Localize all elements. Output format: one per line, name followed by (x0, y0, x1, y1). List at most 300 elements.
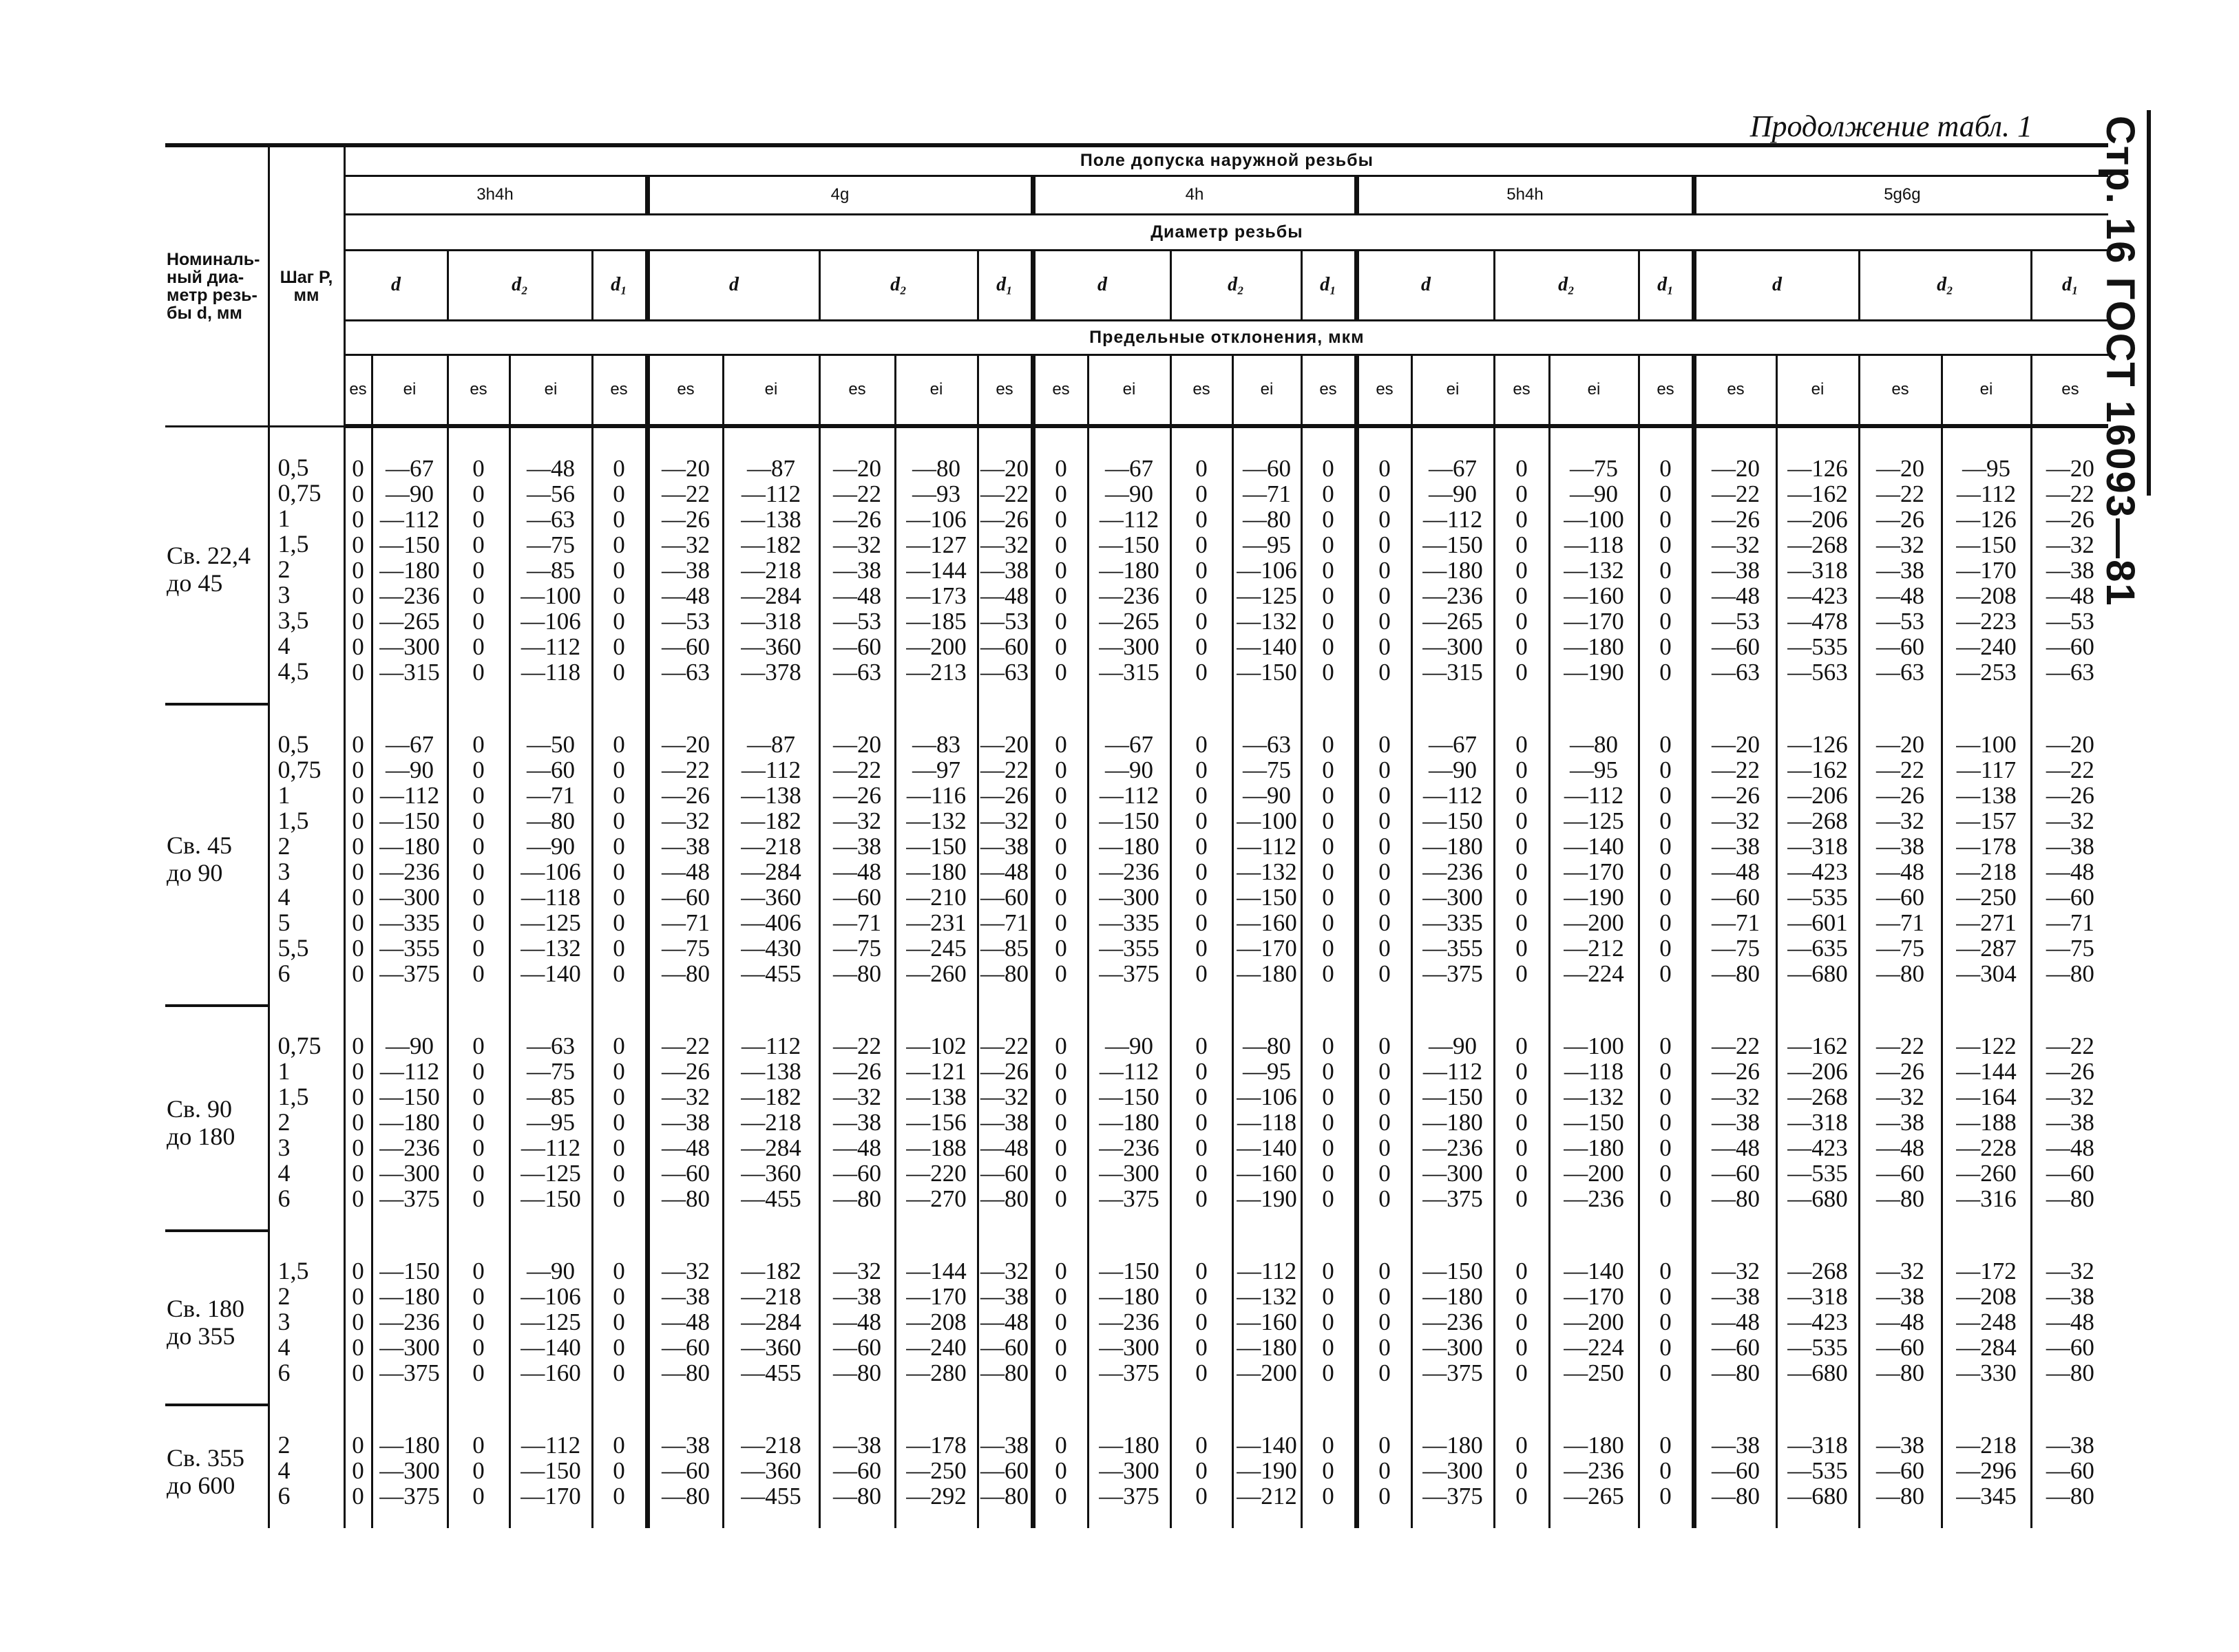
deviation-value: —95 (1243, 1058, 1291, 1085)
deviation-value: —71 (1876, 909, 1924, 936)
deviation-value: 0 (613, 659, 625, 686)
deviation-column-cell (1088, 704, 1170, 1006)
deviation-value: 0 (1515, 1258, 1528, 1284)
deviation-value: 0 (613, 909, 625, 936)
deviation-value: 0 (472, 633, 485, 660)
deviation-value: —188 (906, 1134, 967, 1161)
deviation-value: —48 (833, 582, 881, 609)
deviation-value: —300 (1099, 1160, 1159, 1187)
deviation-value: —38 (2046, 557, 2094, 584)
deviation-value: —300 (1099, 884, 1159, 911)
deviation-value: —535 (1787, 884, 1848, 911)
deviation-value: 0 (613, 1283, 625, 1310)
deviation-value: —180 (1237, 960, 1297, 987)
deviation-value: —71 (1712, 909, 1760, 936)
deviation-value: —150 (1099, 1083, 1159, 1110)
deviation-column-cell (1356, 426, 1411, 704)
deviation-value: 0 (613, 807, 625, 834)
deviation-value: —284 (741, 582, 801, 609)
deviation-value: —236 (1422, 1134, 1483, 1161)
deviation-value: —67 (386, 455, 434, 482)
deviation-value: —535 (1787, 1160, 1848, 1187)
deviation-value: 0 (1195, 1359, 1208, 1386)
deviation-value: —360 (741, 1334, 801, 1361)
deviation-value: —60 (980, 1334, 1029, 1361)
deviation-value: —218 (741, 557, 801, 584)
pitch-value: 0,75 (277, 478, 322, 507)
diameter-d2-header: d₂ (1494, 250, 1639, 320)
deviation-value: —48 (2046, 858, 2094, 885)
deviation-value: —300 (379, 884, 440, 911)
pitch-value: 4 (277, 1159, 291, 1187)
deviation-value: —190 (1237, 1457, 1297, 1484)
deviation-value: 0 (1659, 608, 1672, 635)
deviation-value: —80 (1876, 960, 1924, 987)
diameter-group-row (165, 1405, 2108, 1528)
deviation-value: —224 (1564, 1334, 1624, 1361)
deviation-value: —95 (1570, 756, 1618, 783)
deviation-column-cell (509, 1006, 592, 1231)
deviation-value: 0 (1055, 1160, 1067, 1187)
deviation-value: —53 (980, 608, 1029, 635)
nominal-diameter-cell: Св. 90 до 180 (165, 1006, 269, 1231)
deviation-value: 0 (1322, 1032, 1334, 1059)
deviation-value: —335 (1099, 909, 1159, 936)
deviation-value: —140 (521, 1334, 581, 1361)
deviation-value: 0 (1322, 582, 1334, 609)
deviation-value: 0 (352, 1334, 364, 1361)
deviation-column-cell (819, 426, 895, 704)
deviation-value: —138 (741, 1058, 801, 1085)
deviation-value: 0 (472, 1457, 485, 1484)
deviation-value: —100 (1564, 506, 1624, 533)
deviation-value: —90 (1105, 480, 1153, 507)
deviation-column-cell (372, 1231, 448, 1405)
deviation-column-cell (1170, 1405, 1232, 1528)
deviation-value: —138 (741, 782, 801, 809)
deviation-value: —32 (980, 1083, 1029, 1110)
diameter-group-row (165, 1231, 2108, 1405)
deviation-column-cell (592, 704, 647, 1006)
deviation-value: —680 (1787, 1359, 1848, 1386)
deviation-value: —236 (379, 1309, 440, 1335)
deviation-value: —212 (1564, 935, 1624, 962)
pitch-value: 3 (277, 858, 291, 885)
deviation-column-cell (448, 426, 509, 704)
deviation-value: —126 (1787, 455, 1848, 482)
deviation-value: —48 (2046, 1134, 2094, 1161)
deviation-value: 0 (352, 1109, 364, 1136)
deviation-value: —132 (1237, 858, 1297, 885)
deviation-value: —248 (1956, 1309, 2017, 1335)
deviation-value: —32 (1876, 531, 1924, 558)
deviation-value: —170 (1564, 858, 1624, 885)
deviation-value: —218 (741, 1432, 801, 1459)
deviation-value: 0 (1195, 506, 1208, 533)
deviation-value: 0 (1659, 1083, 1672, 1110)
deviation-value: —132 (1564, 1083, 1624, 1110)
deviation-column-cell (723, 704, 819, 1006)
deviation-value: —212 (1237, 1483, 1297, 1510)
deviation-value: —26 (1876, 506, 1924, 533)
deviation-value: 0 (1195, 1483, 1208, 1510)
deviation-value: —335 (1422, 909, 1483, 936)
nominal-diameter-cell: Св. 180 до 355 (165, 1231, 269, 1405)
deviation-value: —300 (1099, 633, 1159, 660)
pitch-value: 2 (277, 1431, 291, 1459)
deviation-value: 0 (352, 1359, 364, 1386)
deviation-value: —132 (1564, 557, 1624, 584)
deviation-value: 0 (1378, 1032, 1391, 1059)
deviation-value: 0 (472, 1432, 485, 1459)
deviation-value: —106 (521, 1283, 581, 1310)
deviation-value: —90 (386, 1032, 434, 1059)
deviation-value: 0 (1322, 1309, 1334, 1335)
deviation-column-cell (592, 426, 647, 704)
deviation-value: —80 (1712, 960, 1760, 987)
deviation-value: —182 (741, 807, 801, 834)
deviation-value: —75 (1876, 935, 1924, 962)
deviation-value: —318 (1787, 1109, 1848, 1136)
deviation-value: —48 (2046, 1309, 2094, 1335)
deviation-value: 0 (1195, 731, 1208, 758)
deviation-value: —95 (1962, 455, 2010, 482)
deviation-value: 0 (1195, 1058, 1208, 1085)
deviation-value: 0 (1055, 1109, 1067, 1136)
deviation-value: 0 (1055, 1134, 1067, 1161)
deviation-column-cell (647, 1405, 723, 1528)
deviation-value: 0 (352, 960, 364, 987)
deviation-value: 0 (1659, 909, 1672, 936)
deviation-value: —287 (1956, 935, 2017, 962)
deviation-value: —150 (1237, 659, 1297, 686)
deviation-value: —125 (521, 1309, 581, 1335)
deviation-value: 0 (472, 1309, 485, 1335)
deviation-column-cell (1301, 1006, 1356, 1231)
deviation-value: —150 (521, 1457, 581, 1484)
pitch-cell (269, 704, 344, 1006)
page-side-title: Стр. 16 ГОСТ 16093—81 (2098, 116, 2143, 607)
deviation-value: —48 (980, 858, 1029, 885)
deviation-value: —60 (833, 1457, 881, 1484)
deviation-column-cell (1942, 704, 2031, 1006)
deviation-value: —162 (1787, 480, 1848, 507)
deviation-value: 0 (1515, 480, 1528, 507)
deviation-value: —300 (379, 1160, 440, 1187)
deviation-value: —38 (662, 1283, 710, 1310)
deviation-value: —80 (662, 960, 710, 987)
deviation-value: —140 (1564, 1258, 1624, 1284)
deviation-value: —75 (833, 935, 881, 962)
deviation-column-cell (1033, 426, 1088, 704)
deviation-value: 0 (1378, 1483, 1391, 1510)
deviation-value: —185 (906, 608, 967, 635)
deviation-value: —180 (1422, 1432, 1483, 1459)
deviation-value: —67 (386, 731, 434, 758)
deviation-value: 0 (1378, 608, 1391, 635)
deviation-value: —48 (833, 1309, 881, 1335)
deviation-value: 0 (613, 1258, 625, 1284)
diameter-group-row (165, 1006, 2108, 1231)
deviation-column-cell (1494, 704, 1549, 1006)
deviation-value: 0 (1055, 531, 1067, 558)
deviation-column-cell (1301, 1231, 1356, 1405)
deviation-value: —170 (906, 1283, 967, 1310)
deviation-value: —268 (1787, 807, 1848, 834)
deviation-value: —200 (906, 633, 967, 660)
deviation-column-cell (1088, 426, 1170, 704)
deviation-value: —60 (2046, 1334, 2094, 1361)
deviation-value: —60 (527, 756, 575, 783)
deviation-code-header: ei (1549, 354, 1639, 426)
deviation-column-cell (1033, 704, 1088, 1006)
deviation-value: —22 (662, 756, 710, 783)
deviation-column-cell (372, 1405, 448, 1528)
deviation-value: —38 (662, 1432, 710, 1459)
deviation-value: 0 (472, 1258, 485, 1284)
deviation-value: —38 (833, 1283, 881, 1310)
deviation-value: —48 (1876, 582, 1924, 609)
deviation-value: —87 (747, 455, 795, 482)
deviation-value: —38 (662, 1109, 710, 1136)
deviation-value: —38 (662, 557, 710, 584)
deviation-value: —375 (1099, 1359, 1159, 1386)
deviation-value: 0 (1195, 557, 1208, 584)
deviation-value: 0 (1378, 960, 1391, 987)
deviation-value: 0 (1195, 1032, 1208, 1059)
deviation-value: —22 (1712, 480, 1760, 507)
deviation-value: 0 (1055, 1283, 1067, 1310)
deviation-value: —20 (662, 455, 710, 482)
deviation-value: 0 (352, 455, 364, 482)
deviation-value: —160 (1564, 582, 1624, 609)
deviation-value: —236 (1099, 1309, 1159, 1335)
deviation-value: 0 (1659, 1457, 1672, 1484)
deviation-value: —218 (741, 1109, 801, 1136)
deviation-value: —150 (1422, 1083, 1483, 1110)
deviation-column-cell (1549, 1231, 1639, 1405)
deviation-value: 0 (1515, 659, 1528, 686)
deviation-value: —213 (906, 659, 967, 686)
nominal-diameter-cell: Св. 22,4 до 45 (167, 541, 251, 597)
deviation-value: 0 (472, 1334, 485, 1361)
deviation-value: —330 (1956, 1359, 2017, 1386)
deviation-value: —260 (906, 960, 967, 987)
deviation-value: 0 (472, 833, 485, 860)
deviation-value: —26 (980, 1058, 1029, 1085)
deviation-value: 0 (1055, 659, 1067, 686)
deviation-value: 0 (1055, 1032, 1067, 1059)
deviation-column-cell (1639, 1006, 1694, 1231)
deviation-value: —85 (980, 935, 1029, 962)
deviation-value: —112 (379, 782, 440, 809)
deviation-value: 0 (1322, 833, 1334, 860)
deviation-value: —32 (833, 807, 881, 834)
deviation-value: —38 (1876, 557, 1924, 584)
deviation-column-cell (448, 704, 509, 1006)
deviation-value: 0 (1515, 1432, 1528, 1459)
deviation-value: 0 (613, 480, 625, 507)
deviation-value: —236 (1422, 582, 1483, 609)
deviation-value: —63 (980, 659, 1029, 686)
deviation-value: —125 (521, 1160, 581, 1187)
deviation-value: —60 (980, 1457, 1029, 1484)
deviation-value: —160 (1237, 909, 1297, 936)
deviation-value: 0 (352, 1483, 364, 1510)
deviation-value: —38 (2046, 1283, 2094, 1310)
deviation-value: —26 (1876, 782, 1924, 809)
deviation-value: —455 (741, 1359, 801, 1386)
deviation-value: —90 (386, 756, 434, 783)
deviation-value: 0 (352, 1134, 364, 1161)
deviation-column-cell (1356, 1405, 1411, 1528)
deviation-column-cell (978, 1006, 1033, 1231)
tolerance-field-header: Поле допуска наружной резьбы (344, 145, 2108, 176)
deviation-value: —63 (1876, 659, 1924, 686)
deviation-value: —32 (662, 807, 710, 834)
deviation-value: —180 (379, 1432, 440, 1459)
deviation-value: —125 (1237, 582, 1297, 609)
deviation-value: —208 (1956, 582, 2017, 609)
nominal-diameter-header: Номиналь- ный диа- метр резь- бы d, мм (165, 145, 269, 426)
deviation-value: —20 (1876, 455, 1924, 482)
deviation-column-cell (1549, 704, 1639, 1006)
deviation-value: —75 (527, 1058, 575, 1085)
deviation-code-header: es (448, 354, 509, 426)
deviation-column-cell (2031, 426, 2108, 704)
deviation-value: 0 (1322, 557, 1334, 584)
deviation-value: —118 (1237, 1109, 1297, 1136)
deviation-value: 0 (1378, 531, 1391, 558)
deviation-value: —22 (833, 756, 881, 783)
deviation-column-cell (1549, 426, 1639, 704)
deviation-value: —150 (379, 531, 440, 558)
pitch-value: 1,5 (277, 1083, 309, 1110)
deviation-value: 0 (352, 807, 364, 834)
deviation-value: —48 (1712, 582, 1760, 609)
deviation-value: 0 (1515, 1283, 1528, 1310)
deviation-column-cell (344, 1405, 372, 1528)
deviation-value: —60 (662, 1160, 710, 1187)
pitch-value: 5 (277, 909, 291, 936)
deviation-value: 0 (1378, 756, 1391, 783)
deviation-value: —180 (1099, 557, 1159, 584)
deviation-column-cell (509, 704, 592, 1006)
deviation-value: —106 (906, 506, 967, 533)
deviation-value: —48 (662, 858, 710, 885)
deviation-value: —170 (1564, 608, 1624, 635)
deviation-code-header: es (647, 354, 723, 426)
deviation-value: —32 (662, 1258, 710, 1284)
deviation-value: —38 (2046, 1432, 2094, 1459)
deviation-value: 0 (1378, 1109, 1391, 1136)
deviation-column-cell (1776, 426, 1859, 704)
deviation-value: 0 (1659, 1109, 1672, 1136)
deviation-value: —22 (1876, 756, 1924, 783)
deviation-value: —112 (521, 1134, 581, 1161)
deviation-column-cell (1494, 1006, 1549, 1231)
deviation-value: 0 (472, 1032, 485, 1059)
deviation-column-cell (647, 704, 723, 1006)
deviation-value: 0 (1195, 1185, 1208, 1212)
deviation-value: —156 (906, 1109, 967, 1136)
deviation-value: —60 (662, 633, 710, 660)
deviation-value: 0 (1195, 807, 1208, 834)
pitch-value: 0,75 (277, 1032, 322, 1059)
deviation-value: —80 (527, 807, 575, 834)
pitch-value: 1,5 (277, 807, 309, 834)
deviation-value: 0 (613, 1134, 625, 1161)
deviation-value: —680 (1787, 960, 1848, 987)
deviation-value: —22 (833, 480, 881, 507)
deviation-value: 0 (1378, 633, 1391, 660)
deviation-value: —38 (1876, 1432, 1924, 1459)
deviation-value: —75 (1243, 756, 1291, 783)
deviation-value: —60 (1876, 1334, 1924, 1361)
deviation-column-cell (1942, 1231, 2031, 1405)
deviation-value: —95 (1243, 531, 1291, 558)
deviation-value: 0 (1322, 807, 1334, 834)
deviation-value: 0 (472, 1160, 485, 1187)
deviation-value: —71 (980, 909, 1029, 936)
deviation-value: —80 (833, 1483, 881, 1510)
deviation-value: —318 (1787, 557, 1848, 584)
deviation-value: —32 (2046, 1258, 2094, 1284)
deviation-column-cell (1033, 1231, 1088, 1405)
deviation-value: 0 (613, 1457, 625, 1484)
deviation-value: —236 (379, 858, 440, 885)
deviation-value: —53 (833, 608, 881, 635)
deviation-value: —60 (1876, 1457, 1924, 1484)
deviation-value: —48 (662, 1309, 710, 1335)
deviation-value: —83 (912, 731, 960, 758)
deviation-value: —127 (906, 531, 967, 558)
deviation-value: —53 (2046, 608, 2094, 635)
deviation-value: —236 (379, 582, 440, 609)
deviation-column-cell (1232, 704, 1301, 1006)
deviation-value: 0 (1515, 833, 1528, 860)
deviation-value: —22 (662, 1032, 710, 1059)
deviation-value: —118 (521, 884, 581, 911)
deviation-value: —20 (833, 455, 881, 482)
deviation-value: —60 (2046, 633, 2094, 660)
deviation-value: 0 (1195, 909, 1208, 936)
deviation-value: 0 (352, 1160, 364, 1187)
deviation-value: —296 (1956, 1457, 2017, 1484)
tolerance-table-wrapper (165, 143, 2094, 1528)
deviation-value: —360 (741, 884, 801, 911)
deviation-value: —112 (1099, 782, 1159, 809)
deviation-value: —144 (906, 557, 967, 584)
deviation-column-cell (1942, 1006, 2031, 1231)
deviation-value: 0 (1195, 1457, 1208, 1484)
deviation-value: 0 (472, 506, 485, 533)
deviation-value: 0 (352, 1457, 364, 1484)
deviation-value: 0 (1322, 1109, 1334, 1136)
deviation-value: 0 (1515, 884, 1528, 911)
deviation-code-header: es (1639, 354, 1694, 426)
deviation-value: —535 (1787, 633, 1848, 660)
deviation-value: —90 (1429, 756, 1477, 783)
deviation-value: —80 (1712, 1359, 1760, 1386)
deviation-value: 0 (1378, 1083, 1391, 1110)
deviation-value: —265 (379, 608, 440, 635)
deviation-value: 0 (1659, 506, 1672, 533)
deviation-value: 0 (1659, 1283, 1672, 1310)
deviation-value: 0 (472, 557, 485, 584)
deviation-column-cell (895, 1006, 978, 1231)
deviation-value: —236 (1564, 1457, 1624, 1484)
